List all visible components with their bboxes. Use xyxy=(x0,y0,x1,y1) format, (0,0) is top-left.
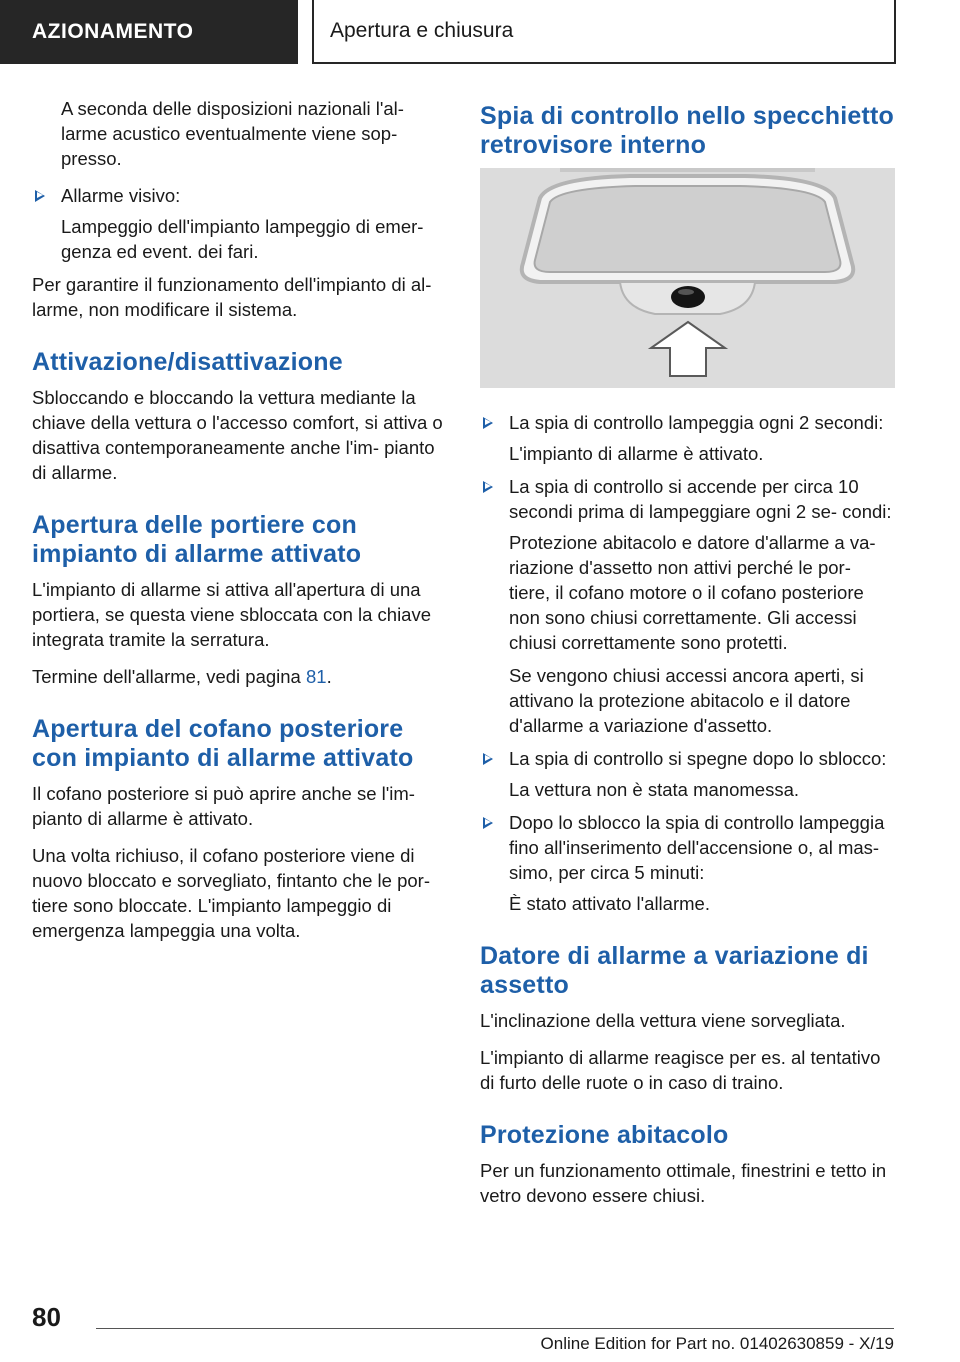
list-item-detail: Protezione abitacolo e datore d'allarme a va- riazione d'assetto non attivi perché le por- tiere, il cofano motore o il cofano posteriore non sono chiusi correttamente. Gli accessi chiusi correttamente sono protetti. xyxy=(509,532,876,653)
heading-tailgate-opening: Apertura del cofano posteriore con impianto di allarme attivato xyxy=(32,715,414,772)
list-item-text: La spia di controllo si spegne dopo lo sblocco: xyxy=(509,748,887,769)
footer-divider xyxy=(96,1328,894,1329)
paragraph-alarm-end xyxy=(32,664,448,689)
heading-tilt-sensor: Datore di allarme a variazione di assetto xyxy=(480,942,869,999)
list-item-detail: L'impianto di allarme è attivato. xyxy=(509,443,764,464)
heading-doors-opening: Apertura delle portiere con impianto di allarme attivato xyxy=(32,511,362,568)
page-reference-link[interactable]: 81 xyxy=(305,666,327,687)
list-item-detail: La vettura non è stata manomessa. xyxy=(509,779,800,800)
triangle-bullet-icon xyxy=(35,190,45,202)
list-item xyxy=(480,746,896,802)
bullet-label: Allarme visivo: xyxy=(61,185,181,206)
page-number: 80 xyxy=(32,1302,61,1332)
alarm-end-text: Termine dell'allarme, vedi pagina xyxy=(32,666,306,687)
mirror-mount-shadow xyxy=(560,168,815,172)
alarm-end-suffix: . xyxy=(326,666,332,687)
triangle-bullet-icon xyxy=(483,417,493,429)
paragraph-no-modify: Per garantire il funzionamento dell'impianto di al- larme, non modificare il sistema. xyxy=(32,274,432,320)
paragraph-tilt-1: L'inclinazione della vettura viene sorvegliata. xyxy=(480,1010,846,1031)
paragraph-activation: Sbloccando e bloccando la vettura mediante la chiave della vettura o l'accesso comfort, si attiva o disattiva contemporaneamente anche l'im- pianto di allarme. xyxy=(32,387,443,483)
list-item-detail: Se vengono chiusi accessi ancora aperti, si attivano la protezione abitacolo e il datore d'allarme a variazione d'assetto. xyxy=(509,665,864,736)
edition-note: Online Edition for Part no. 01402630859 - X/19 xyxy=(540,1334,894,1353)
paragraph-tailgate-2: Una volta richiuso, il cofano posteriore viene di nuovo bloccato e sorvegliato, fintanto che le por- tiere sono bloccate. L'impianto lampeggio di emergenza lampeggia una volta. xyxy=(32,845,430,941)
paragraph-interior-protection: Per un funzionamento ottimale, finestrini e tetto in vetro devono essere chiusi. xyxy=(480,1160,887,1206)
paragraph-tailgate-1: Il cofano posteriore si può aprire anche se l'im- pianto di allarme è attivato. xyxy=(32,783,415,829)
rearview-mirror-illustration xyxy=(480,168,895,388)
list-item xyxy=(480,410,896,466)
paragraph-doors-opening: L'impianto di allarme si attiva all'apertura di una portiera, se questa viene sbloccata con la chiave integrata tramite la serratura. xyxy=(32,579,432,650)
list-item-text: La spia di controllo si accende per circa 10 secondi prima di lampeggiare ogni 2 se- condi: xyxy=(509,476,892,522)
section-tab: AZIONAMENTO xyxy=(0,0,298,64)
list-item xyxy=(480,474,896,738)
list-item-text: Dopo lo sblocco la spia di controllo lampeggia fino all'inserimento dell'accensione o, al mas- simo, per circa 5 minuti: xyxy=(509,812,885,883)
triangle-bullet-icon xyxy=(483,817,493,829)
list-item xyxy=(480,810,896,916)
paragraph-acoustic-alarm: A seconda delle disposizioni nazionali l'al- larme acustico eventualmente viene sop- presso. xyxy=(61,98,404,169)
heading-activation: Attivazione/disattivazione xyxy=(32,348,343,376)
page-header xyxy=(0,0,960,66)
right-column xyxy=(480,96,896,1220)
triangle-bullet-icon xyxy=(483,481,493,493)
visual-alarm-description: Lampeggio dell'impianto lampeggio di emer- genza ed event. dei fari. xyxy=(61,216,424,262)
list-item-detail: È stato attivato l'allarme. xyxy=(509,893,710,914)
paragraph-tilt-2: L'impianto di allarme reagisce per es. al tentativo di furto delle ruote o in caso di traino. xyxy=(480,1047,881,1093)
bullet-visual-alarm xyxy=(32,183,448,208)
mirror-glass xyxy=(535,186,841,272)
indicator-lamp-highlight xyxy=(678,289,694,295)
chapter-title: Apertura e chiusura xyxy=(312,0,896,64)
indicator-states-list xyxy=(480,410,896,916)
rearview-mirror-figure xyxy=(480,168,895,388)
heading-interior-protection: Protezione abitacolo xyxy=(480,1121,729,1149)
triangle-bullet-icon xyxy=(483,753,493,765)
heading-indicator-mirror: Spia di controllo nello specchietto retrovisore interno xyxy=(480,102,894,159)
left-column xyxy=(32,96,448,955)
list-item-text: La spia di controllo lampeggia ogni 2 secondi: xyxy=(509,412,884,433)
